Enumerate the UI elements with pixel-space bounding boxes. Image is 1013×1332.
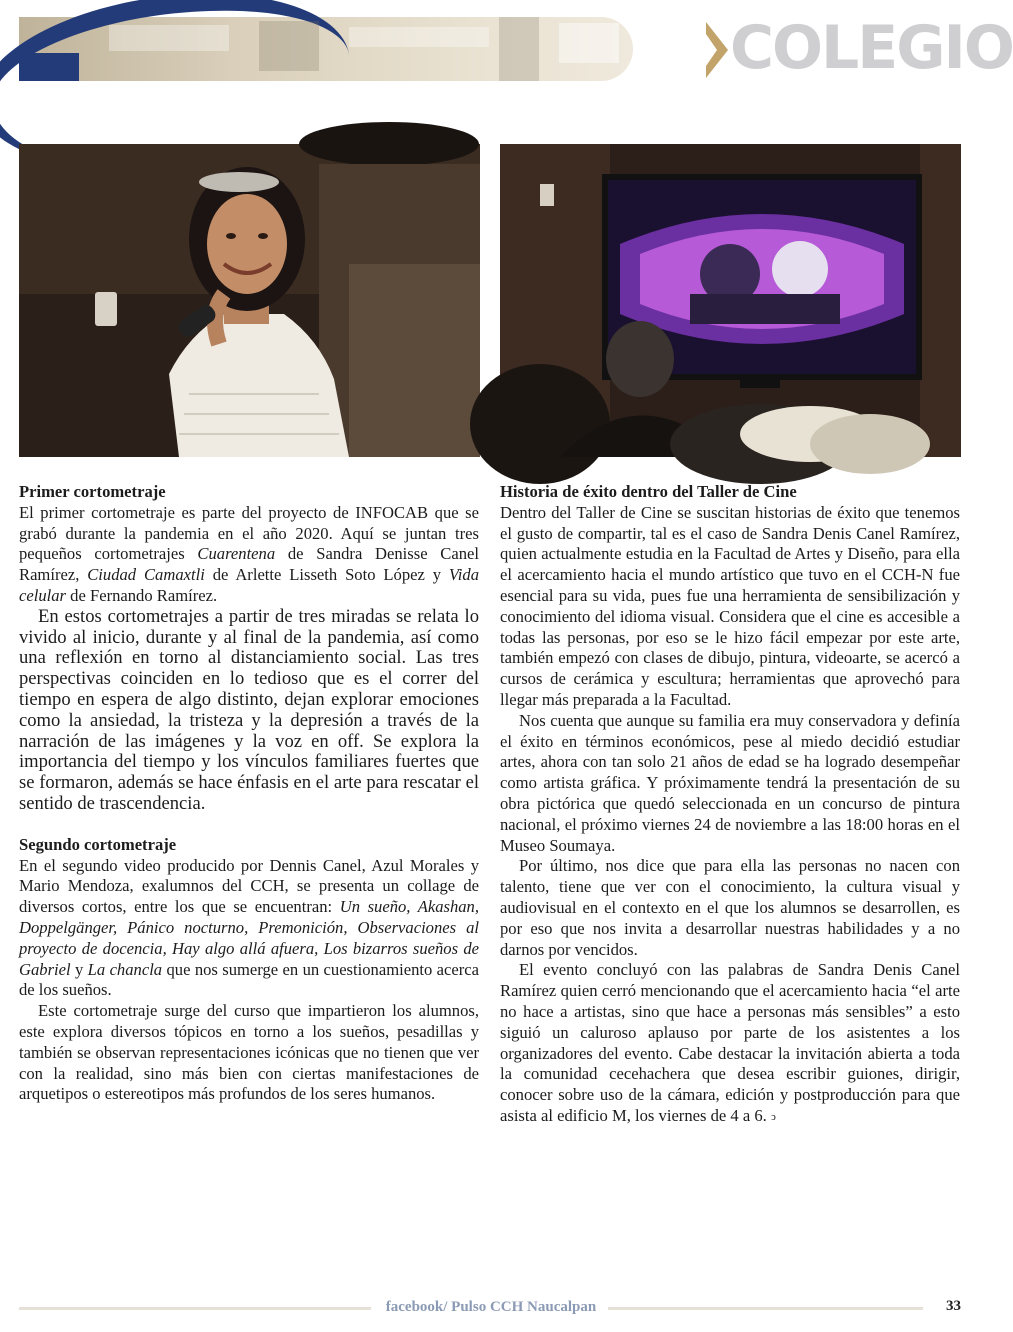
- end-mark-icon: ↄ: [770, 1110, 776, 1123]
- section-title: COLEGIO: [730, 13, 1013, 83]
- paragraph: Por último, nos dice que para ella las personas no nacen con talento, tiene que ver con el conocimiento, la cultura visual y audiovisual en el contexto en el que los alumnos se desarrollen, es por eso que nos invita a desarrollar nuestras habilidades y a no darnos por vencidos.: [500, 856, 960, 959]
- header-photo-detail: [109, 25, 229, 51]
- header-photo-detail: [499, 17, 539, 81]
- photo-speaker-illustration: [19, 144, 480, 457]
- chevron-cut: [706, 34, 717, 66]
- header-blue-fill: [19, 53, 79, 81]
- paragraph: Este cortometraje surge del curso que impartieron los alumnos, este explora diversos tópicos en torno a los sueños, pesadillas y también se observan representaciones icónicas que no tienen que ver con la realidad, sino más bien con ciertas manifestaciones de arquetipos o estereotipos más profundos de los seres humanos.: [19, 1001, 479, 1104]
- header-photo-detail: [559, 23, 619, 63]
- header-banner: [19, 17, 633, 81]
- footer-social-link[interactable]: facebook/ Pulso CCH Naucalpan: [385, 1299, 597, 1315]
- photo-screening-illustration: [500, 144, 961, 457]
- photo-screening: [500, 144, 961, 457]
- paragraph: Dentro del Taller de Cine se suscitan historias de éxito que tenemos el gusto de compartir, tal es el caso de Sandra Denis Canel Ramírez, quien actualmente estudia en la Facultad de Artes y Diseño, para ella el acercamiento hacia el mundo artístico que tuvo en el CCH-N fue esencial para su vida, pues fue una herramienta de sensibilización y conocimiento del idioma visual. Considera que el cine es accesible a todas las personas, por eso se le hizo fácil empezar por este arte, también empezó con clases de dibujo, pintura, videoarte, se acercó a cursos de cerámica y escultura; herramientas que aprovechó para llegar más preparada a la Facultad.: [500, 502, 960, 709]
- article-left-column: [19, 482, 479, 1105]
- header-photo-detail: [349, 27, 489, 47]
- footer-rule-left: [19, 1307, 371, 1310]
- paragraph: En el segundo video producido por Dennis Canel, Azul Morales y Mario Mendoza, exalumnos del CCH, se presenta un collage de diversos cortos, entre los que se encuentran: Un sueño, Akashan, Doppelgänger, Pánico nocturno, Premonición, Observaciones al proyecto de docencia, Hay algo allá afuera, Los bizarros sueños de Gabriel y La chancla que nos sumerge en un cuestionamiento acerca de los sueños.: [19, 855, 480, 1000]
- subheading-historia-de-exito: Historia de éxito dentro del Taller de Cine: [500, 482, 797, 501]
- page-number: 33: [946, 1298, 961, 1314]
- footer-rule-right: [608, 1307, 923, 1310]
- paragraph: En estos cortometrajes a partir de tres miradas se relata lo vivido al inicio, durante y al final de la pandemia, así como una reflexión en torno al distanciamiento social. Las tres perspectivas coinciden en lo tedioso que es el correr del tiempo en espera de algo distinto, dejan explorar emociones como la ansiedad, la tristeza y la depresión a través de la narración de las imágenes y la voz en off. Se explora la importancia del tiempo y los vínculos familiares fuertes que se formaron, además se hace énfasis en el arte para rescatar el sentido de trascendencia.: [19, 605, 479, 814]
- paragraph: El primer cortometraje es parte del proyecto de INFOCAB que se grabó durante la pandemia en el año 2020. Aquí se juntan tres pequeños cortometrajes Cuarentena de Sandra Denisse Canel Ramírez, Ciudad Camaxtli de Arlette Lisseth Soto López y Vida celular de Fernando Ramírez.: [19, 502, 479, 605]
- photo-speaker: [19, 144, 480, 457]
- paragraph: Nos cuenta que aunque su familia era muy conservadora y definía el éxito en términos económicos, pese al miedo decidió estudiar artes, ahora con tan solo 21 años de edad se ha logrado desempeñar como artista gráfica. Y próximamente tendrá la presentación de su obra pictórica que quedó seleccionada en un concurso de pintura nacional, el próximo viernes 24 de noviembre a las 18:00 horas en el Museo Soumaya.: [500, 710, 960, 855]
- paragraph: El evento concluyó con las palabras de Sandra Denis Canel Ramírez quien cerró mencionando que el acercamiento hacia “el arte no hace a artistas, sino que hace a personas más sensibles” a esto siguió un caluroso aplauso por parte de los asistentes a los organizadores del evento. Cabe destacar la invitación abierta a toda la comunidad cecehachera que desea escribir guiones, dirigir, conocer sobre uso de la cámara, edición y postproducción para que asista al edificio M, los viernes de 4 a 6. ↄ: [500, 960, 960, 1125]
- article-right-column: [500, 482, 960, 1128]
- subheading-primer-cortometraje: Primer cortometraje: [19, 482, 166, 501]
- header-photo-detail: [259, 21, 319, 71]
- subheading-segundo-cortometraje: Segundo cortometraje: [19, 834, 177, 854]
